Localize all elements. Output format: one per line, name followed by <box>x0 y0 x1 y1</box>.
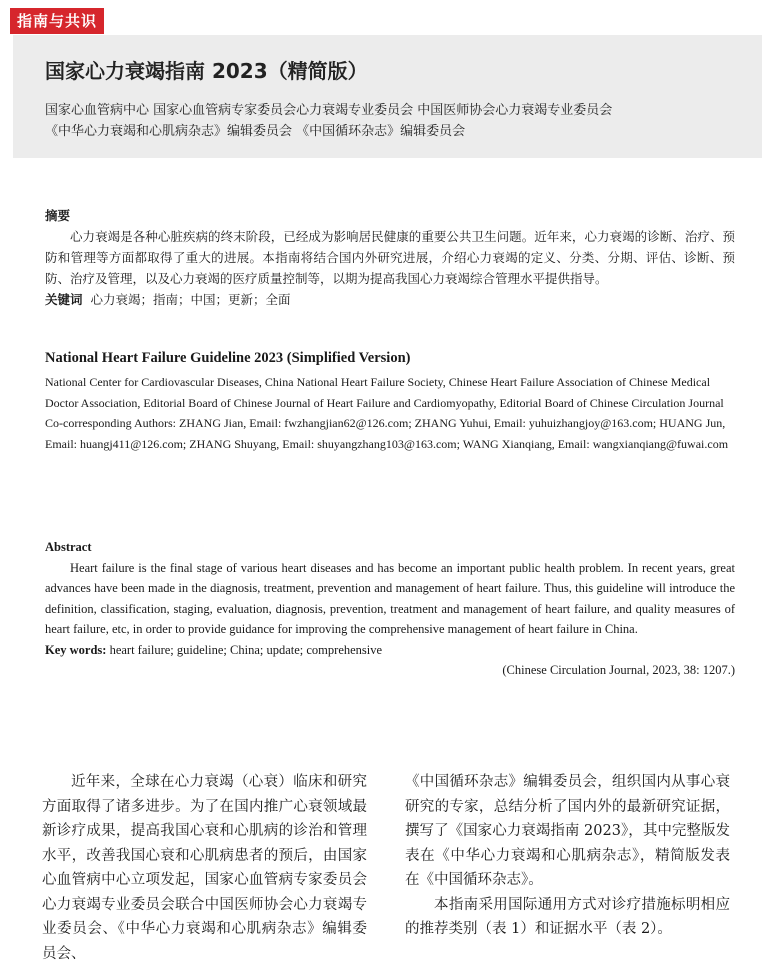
keywords-en <box>45 640 735 661</box>
abstract-cn-heading: 摘要 <box>45 208 71 223</box>
section-tag: 指南与共识 <box>10 8 104 34</box>
affiliations-en-text: National Center for Cardiovascular Diseases, China National Heart Failure Society, Chinese Heart Failure Association of Chinese Medical Doctor Association, Editorial Board of Chinese Journal of Heart Failure and Cardiomyopathy, Editorial Board of Chinese Circulation Journal <box>45 375 724 410</box>
body-paragraph: 近年来，全球在心力衰竭（心衰）临床和研究方面取得了诸多进步。为了在国内推广心衰领域最新诊疗成果，提高我国心衰和心肌病的诊治和管理水平，改善我国心衰和心肌病患者的预后，由国家心血管病中心立项发起，国家心血管病专家委员会心力衰竭专业委员会联合中国医师协会心力衰竭专业委员会、《中华心力衰竭和心肌病杂志》编辑委员会、 <box>42 774 367 962</box>
abstract-en <box>45 537 735 681</box>
keywords-en-value: heart failure; guideline; China; update; comprehensive <box>109 642 383 657</box>
keywords-cn-label: 关键词 <box>45 292 83 307</box>
citation: (Chinese Circulation Journal, 2023, 38: 1207.) <box>502 663 735 677</box>
authors-cn <box>45 100 745 142</box>
corresponding-authors-en: Co-corresponding Authors: ZHANG Jian, Email: fwzhangjian62@126.com; ZHANG Yuhui, Email: yuhuizhangjoy@163.com; HUANG Jun, Email: huangj411@126.com; ZHANG Shuyang, Email: shuyangzhang103@163.com; WANG Xianqiang, Email: wangxianqiang@fuwai.com <box>45 416 729 451</box>
authors-line-1: 国家心血管病中心 国家心血管病专家委员会心力衰竭专业委员会 中国医师协会心力衰竭专业委员会 <box>45 103 613 118</box>
body-column-right <box>405 770 730 942</box>
keywords-cn-value: 心力衰竭；指南；中国；更新；全面 <box>90 292 291 307</box>
body-paragraph: 《中国循环杂志》编辑委员会，组织国内从事心衰研究的专家，总结分析了国内外的最新研究证据，撰写了《国家心力衰竭指南 2023》，其中完整版发表在《中华心力衰竭和心肌病杂志》，精简版发表在《中国循环杂志》。 <box>405 774 730 888</box>
abstract-cn <box>45 205 735 310</box>
body-paragraph: 本指南采用国际通用方式对诊疗措施标明相应的推荐类别（表 1）和证据水平（表 2）。 <box>405 896 730 937</box>
abstract-en-heading: Abstract <box>45 540 92 554</box>
page-title: 国家心力衰竭指南 2023（精简版） <box>45 59 368 83</box>
authors-line-2: 《中华心力衰竭和心肌病杂志》编辑委员会 《中国循环杂志》编辑委员会 <box>45 124 466 139</box>
keywords-en-label: Key words: <box>45 642 107 657</box>
title-en: National Heart Failure Guideline 2023 (Simplified Version) <box>45 350 411 366</box>
abstract-cn-text: 心力衰竭是各种心脏疾病的终末阶段，已经成为影响居民健康的重要公共卫生问题。近年来，心力衰竭的诊断、治疗、预防和管理等方面都取得了重大的进展。本指南将结合国内外研究进展，介绍心力衰竭的定义、分类、分期、评估、诊断、预防、治疗及管理，以及心力衰竭的医疗质量控制等，以期为提高我国心力衰竭综合管理水平提供指导。 <box>45 229 735 286</box>
affiliations-en <box>45 372 735 454</box>
body-column-left <box>42 770 367 966</box>
keywords-cn <box>45 289 735 310</box>
abstract-en-text: Heart failure is the final stage of various heart diseases and has become an important public health problem. In recent years, great advances have been made in the diagnosis, treatment, prevention and management of heart failure. Thus, this guideline will introduce the definition, classification, staging, evaluation, diagnosis, prevention, treatment and management of heart failure, and quality measures of heart failure, etc, in order to provide guidance for improving the comprehensive management of heart failure in China. <box>45 560 735 636</box>
